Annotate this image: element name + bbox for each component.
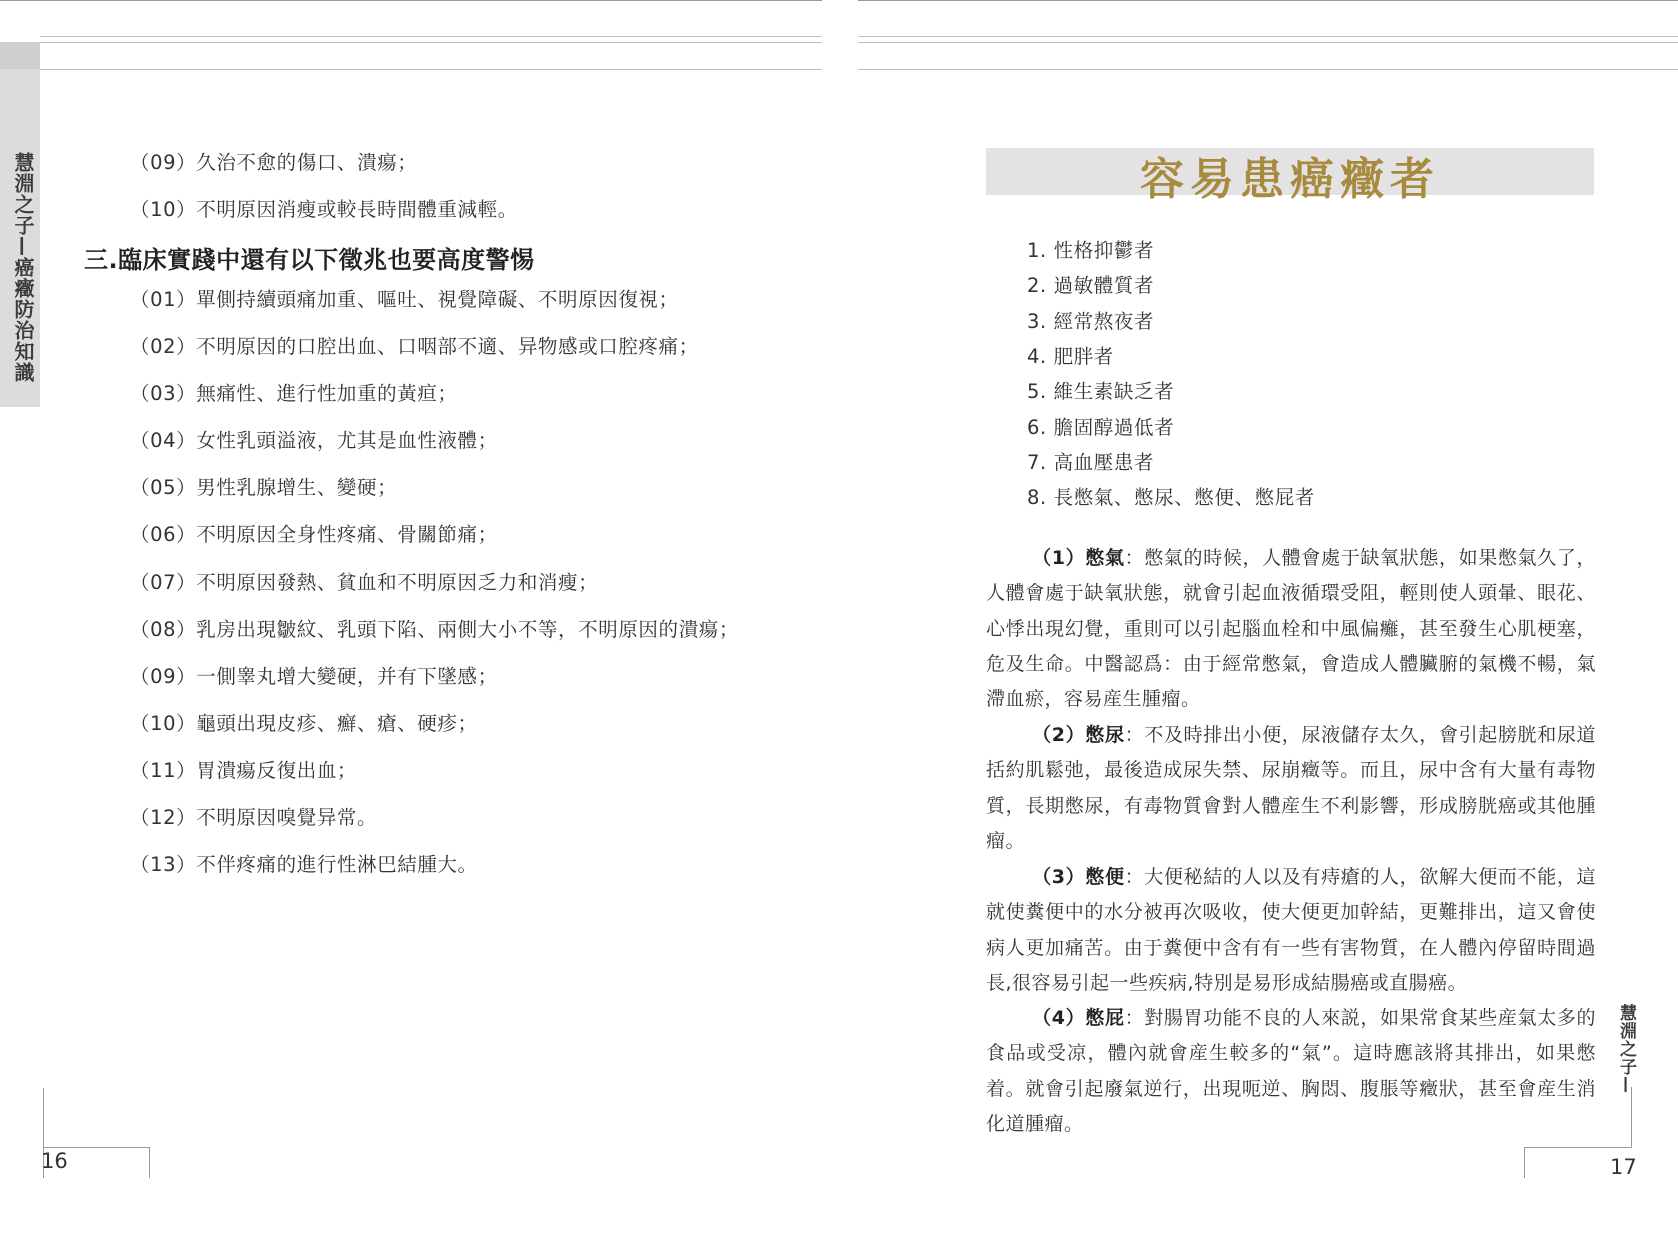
list-item: （06）不明原因全身性疼痛、骨關節痛； (130, 523, 498, 546)
right-vertical-title: 慧淵之子— (1616, 1004, 1636, 1094)
list-item: （05）男性乳腺增生、變硬； (130, 476, 398, 499)
list-item: （10）龜頭出現皮疹、癬、瘡、硬疹； (130, 712, 478, 735)
right-header-rule-2 (858, 42, 1678, 43)
paragraph (986, 860, 1596, 1001)
list-item: 8. 長憋氣、憋尿、憋便、憋屁者 (1027, 486, 1315, 509)
paragraph-lead: （2）憋尿 (1032, 724, 1125, 746)
list-item: （04）女性乳頭溢液，尤其是血性液體； (130, 429, 498, 452)
section-heading: 三.臨床實踐中還有以下徵兆也要高度警惕 (84, 246, 535, 274)
list-item: （11）胃潰瘍反復出血； (130, 759, 358, 782)
list-item: 6. 膽固醇過低者 (1027, 416, 1175, 439)
left-header-rule-3 (40, 69, 822, 70)
list-item: （10）不明原因消瘦或較長時間體重減輕。 (130, 198, 518, 221)
paragraph-lead: （3）憋便 (1032, 866, 1125, 888)
paragraph-lead: （1）憋氣 (1032, 547, 1125, 569)
list-item: 4. 肥胖者 (1027, 345, 1114, 368)
list-item: （03）無痛性、進行性加重的黃疸； (130, 382, 458, 405)
left-corner-rule (43, 1147, 150, 1148)
left-corner-tick (149, 1147, 150, 1178)
list-item: 1. 性格抑鬱者 (1027, 239, 1155, 262)
right-corner-rule (1524, 1147, 1632, 1148)
left-header-rule-1 (40, 36, 822, 37)
right-header-rule-1 (858, 36, 1678, 37)
right-top-rule (858, 0, 1678, 1)
right-header-rule-3 (858, 69, 1678, 70)
paragraph-text: ：憋氣的時候，人體會處于缺氧狀態，如果憋氣久了，人體會處于缺氧狀態，就會引起血液循環受阻，輕則使人頭暈、眼花、心悸出現幻覺，重則可以引起腦血栓和中風偏癱，甚至發生心肌梗塞，危及生命。中醫認爲：由于經常憋氣，會造成人體臟腑的氣機不暢，氣滯血瘀，容易産生腫瘤。 (986, 547, 1596, 711)
right-corner-bracket (1631, 1087, 1632, 1147)
list-item: 2. 過敏體質者 (1027, 274, 1155, 297)
list-item: （12）不明原因嗅覺异常。 (130, 806, 378, 829)
list-item: （07）不明原因發熱、貧血和不明原因乏力和消瘦； (130, 571, 599, 594)
list-item: （08）乳房出現皺紋、乳頭下陷、兩側大小不等，不明原因的潰瘍； (130, 618, 739, 641)
list-item: （13）不伴疼痛的進行性淋巴結腫大。 (130, 853, 478, 876)
paragraph-text: ：大便秘結的人以及有痔瘡的人，欲解大便而不能，這就使糞便中的水分被再次吸收，使大便更加幹結，更難排出，這又會使病人更加痛苦。由于糞便中含有有一些有害物質，在人體內停留時間過長,很容易引起一些疾病,特別是易形成結腸癌或直腸癌。 (986, 866, 1596, 994)
paragraph (986, 1001, 1596, 1142)
page-number-left: 16 (41, 1149, 68, 1173)
paragraph (986, 541, 1596, 717)
list-item: 3. 經常熬夜者 (1027, 310, 1155, 333)
left-header-rule-2 (40, 42, 822, 43)
list-item: （09）久治不愈的傷口、潰瘍； (130, 151, 418, 174)
left-top-rule (0, 0, 822, 1)
list-item: 5. 維生素缺乏者 (1027, 380, 1175, 403)
list-item: （02）不明原因的口腔出血、口咽部不適、异物感或口腔疼痛； (130, 335, 699, 358)
list-item: （01）單側持續頭痛加重、嘔吐、視覺障礙、不明原因復視； (130, 288, 679, 311)
right-corner-tick (1524, 1147, 1525, 1178)
side-tab-cap (0, 42, 40, 69)
page-number-right: 17 (1610, 1155, 1637, 1179)
left-vertical-title: 慧淵之子—癌癥防治知識 (11, 152, 35, 383)
page-title: 容易患癌癥者 (1140, 154, 1440, 205)
paragraph-lead: （4）憋屁 (1032, 1007, 1125, 1029)
list-item: （09）一側睾丸增大變硬，并有下墜感； (130, 665, 498, 688)
paragraph-text: ：不及時排出小便，尿液儲存太久，會引起膀胱和尿道括約肌鬆弛，最後造成尿失禁、尿崩癥等。而且，尿中含有大量有毒物質，長期憋尿，有毒物質會對人體産生不利影響，形成膀胱癌或其他腫瘤。 (986, 724, 1596, 852)
paragraph (986, 718, 1596, 859)
paragraph-text: ：對腸胃功能不良的人來説，如果常食某些産氣太多的食品或受凉，體內就會産生較多的“氣”。這時應該將其排出，如果憋着。就會引起廢氣逆行，出現呃逆、胸悶、腹脹等癥狀，甚至會産生消化道腫瘤。 (986, 1007, 1596, 1135)
list-item: 7. 高血壓患者 (1027, 451, 1155, 474)
